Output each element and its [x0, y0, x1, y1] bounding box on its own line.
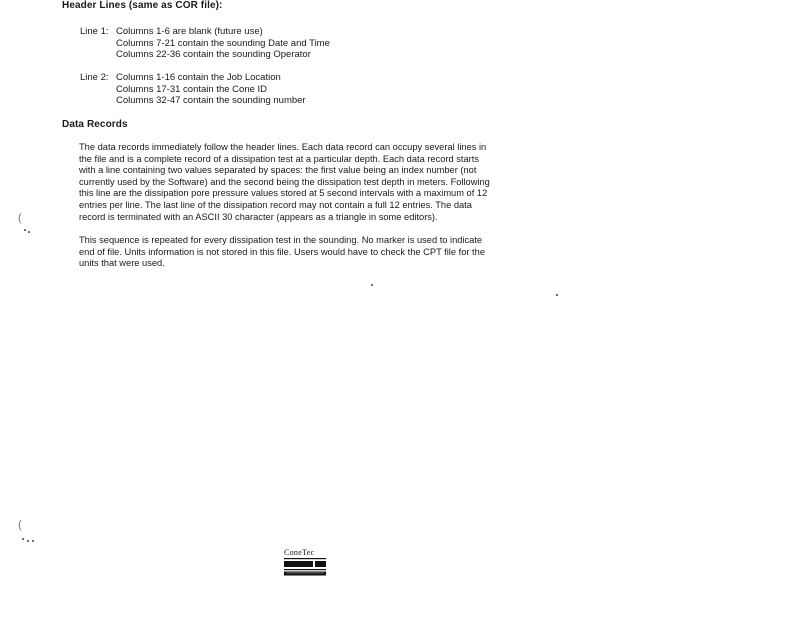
- line2-row-2: Columns 17-31 contain the Cone ID: [116, 84, 268, 95]
- paragraph-1-line: currently used by the Software) and the second being the dissipation test depth in meters. Following: [79, 176, 490, 187]
- paragraph-1-line: The data records immediately follow the header lines. Each data record can occupy several lines in: [79, 142, 487, 152]
- paragraph-2-line: end of file. Units information is not stored in this file. Users would have to check the CPT file for the: [79, 246, 485, 257]
- conetec-logo: [283, 548, 328, 578]
- paragraph-1-line: with a line containing two values separated by spaces: the first value being an index number (not: [79, 165, 477, 176]
- scan-speck: [27, 540, 29, 542]
- scan-speck: [32, 540, 34, 542]
- scan-speck: [22, 538, 24, 540]
- line1-label: Line 1:: [80, 26, 109, 37]
- punch-hole-mark: (: [18, 519, 22, 531]
- line2-row-3: Columns 32-47 contain the sounding number: [116, 95, 306, 106]
- line2-label: Line 2:: [80, 72, 109, 83]
- logo-mark-icon: [283, 548, 328, 578]
- scan-speck: [371, 284, 373, 286]
- line1-row-1: Columns 1-6 are blank (future use): [116, 26, 263, 37]
- data-records-paragraph-2: [79, 235, 485, 270]
- scan-speck: [556, 294, 558, 296]
- paragraph-1-line: this line are the dissipation pore pressure values stored at 5 second intervals with a maximum of 12: [79, 188, 488, 199]
- scan-speck: [28, 231, 30, 233]
- header-lines-heading: Header Lines (same as COR file):: [62, 0, 223, 11]
- paragraph-1-line: the file and is a complete record of a dissipation test at a particular depth. Each data record starts: [79, 153, 479, 164]
- scan-speck: [24, 229, 26, 231]
- paragraph-1-line: record is terminated with an ASCII 30 character (appears as a triangle in some editors).: [79, 211, 438, 222]
- data-records-heading: Data Records: [62, 119, 128, 130]
- line1-row-2: Columns 7-21 contain the sounding Date and Time: [116, 38, 330, 49]
- paragraph-1-line: entries per line. The last line of the dissipation record may not contain a full 12 entries. The data: [79, 199, 472, 210]
- punch-hole-mark: (: [18, 212, 22, 224]
- line1-row-3: Columns 22-36 contain the sounding Operator: [116, 49, 311, 60]
- line2-row-1: Columns 1-16 contain the Job Location: [116, 72, 281, 83]
- paragraph-2-line: This sequence is repeated for every dissipation test in the sounding. No marker is used to indicate: [79, 235, 483, 245]
- data-records-paragraph-1: [79, 142, 490, 223]
- logo-wordmark: ConeTec: [284, 548, 315, 557]
- paragraph-2-line: units that were used.: [79, 258, 165, 269]
